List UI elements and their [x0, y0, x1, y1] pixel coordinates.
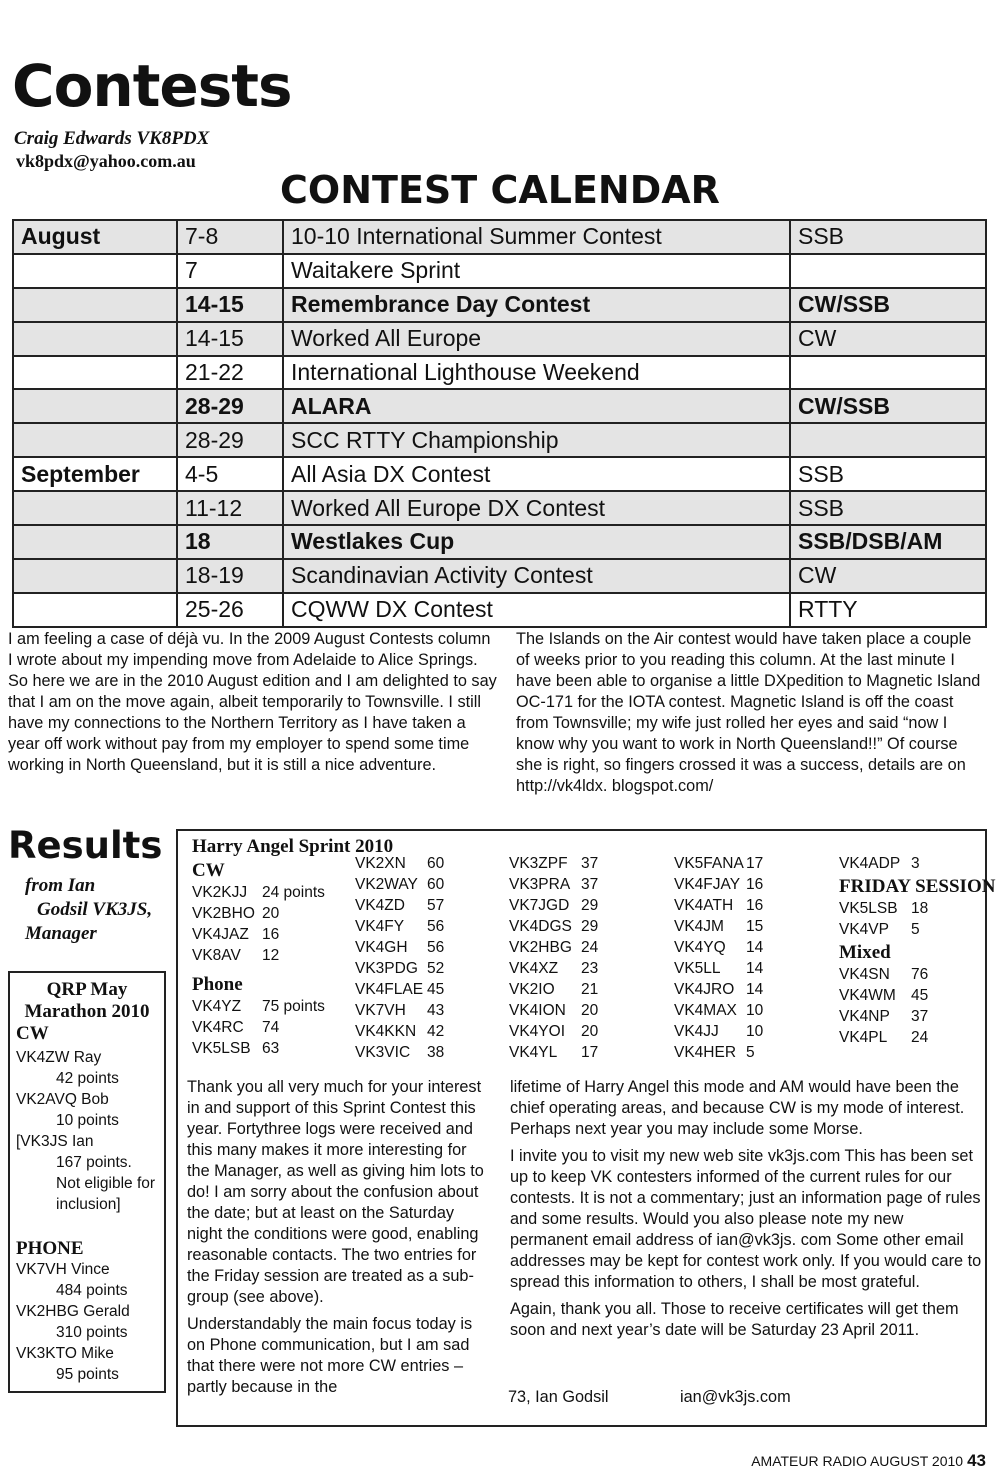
- result-entry: [509, 1002, 598, 1020]
- score: 20: [581, 1002, 599, 1019]
- score: 5: [911, 921, 920, 938]
- result-entry: [192, 1019, 279, 1037]
- result-entry: [839, 900, 928, 918]
- callsign: VK4JJ: [674, 1023, 719, 1040]
- score: 37: [581, 855, 599, 872]
- intro-text-right: The Islands on the Air contest would have taken place a couple of weeks prior to you reading this column. At the last minute I have been able to organise a little DXpedition to Magnetic Island OC-171 for the IOTA contest. Magnetic Island is off the coast from Townsville; my wife just rolled her eyes and said “now I know why you want to work in North Queensland!!” Of course she is right, so fingers crossed it was a success, details are on http://vk4ldx. blogspot.com/: [516, 630, 981, 795]
- callsign: VK7JGD: [509, 897, 570, 914]
- score: 45: [911, 987, 929, 1004]
- score: 3: [911, 855, 920, 872]
- callsign: VK2HBG: [509, 939, 572, 956]
- calendar-name-cell: ALARA: [283, 389, 790, 423]
- callsign: VK3PRA: [509, 876, 571, 893]
- calendar-mode-cell: RTTY: [790, 593, 986, 627]
- result-entry: [839, 987, 928, 1005]
- qrp-entry: VK3KTO Mike: [16, 1345, 114, 1362]
- score: 45: [427, 981, 445, 998]
- calendar-row: [13, 356, 986, 390]
- calendar-mode-cell: SSB/DSB/AM: [790, 525, 986, 559]
- results-heading: Results: [8, 824, 163, 867]
- calendar-month-cell: [13, 254, 177, 288]
- callsign: VK4ATH: [674, 897, 734, 914]
- qrp-cw-label: CW: [16, 1023, 49, 1044]
- qrp-entry: 310 points: [56, 1324, 128, 1341]
- callsign: VK4YQ: [674, 939, 726, 956]
- calendar-name-cell: International Lighthouse Weekend: [283, 356, 790, 390]
- calendar-month-cell: [13, 288, 177, 322]
- callsign: VK2XN: [355, 855, 406, 872]
- callsign: VK4HER: [674, 1044, 737, 1061]
- calendar-row: [13, 423, 986, 457]
- score: 24 points: [262, 884, 325, 901]
- calendar-name-cell: Westlakes Cup: [283, 525, 790, 559]
- callsign: VK4ADP: [839, 855, 901, 872]
- calendar-row: [13, 288, 986, 322]
- score: 10: [746, 1023, 764, 1040]
- result-entry: [509, 855, 598, 873]
- magazine-name: AMATEUR RADIO AUGUST 2010: [751, 1453, 964, 1469]
- calendar-name-cell: Remembrance Day Contest: [283, 288, 790, 322]
- calendar-month-cell: August: [13, 220, 177, 254]
- qrp-entry: 167 points.: [56, 1154, 132, 1171]
- result-entry: [192, 998, 325, 1016]
- score: 52: [427, 960, 445, 977]
- signature-email: ian@vk3js.com: [680, 1388, 791, 1406]
- callsign: VK4FLAE: [355, 981, 424, 998]
- callsign: VK4ZD: [355, 897, 405, 914]
- byline-line: Manager: [25, 923, 97, 944]
- callsign: VK4PL: [839, 1029, 888, 1046]
- callsign: VK3ZPF: [509, 855, 568, 872]
- calendar-dates-cell: 25-26: [177, 593, 283, 627]
- result-entry: [839, 921, 920, 939]
- calendar-row: [13, 457, 986, 491]
- result-entry: [509, 960, 598, 978]
- callsign: VK8AV: [192, 947, 241, 964]
- score: 14: [746, 981, 764, 998]
- score: 56: [427, 918, 445, 935]
- qrp-entry: VK4ZW Ray: [16, 1049, 102, 1066]
- harry-mixed-label: Mixed: [839, 942, 891, 963]
- qrp-title-line: Marathon 2010: [24, 1001, 150, 1022]
- score: 16: [262, 926, 280, 943]
- result-entry: [509, 918, 598, 936]
- result-entry: [674, 918, 763, 936]
- result-entry: [839, 855, 920, 873]
- result-entry: [355, 981, 444, 999]
- calendar-dates-cell: 4-5: [177, 457, 283, 491]
- qrp-entry: [VK3JS Ian: [16, 1133, 94, 1150]
- callsign: VK4YOI: [509, 1023, 565, 1040]
- author-email: vk8pdx@yahoo.com.au: [16, 151, 196, 171]
- calendar-name-cell: 10-10 International Summer Contest: [283, 220, 790, 254]
- paragraph: Again, thank you all. Those to receive certificates will get them soon and next year’s date will be Saturday 23 April 2011.: [510, 1300, 959, 1339]
- calendar-dates-cell: 21-22: [177, 356, 283, 390]
- callsign: VK4YL: [509, 1044, 558, 1061]
- result-entry: [839, 1008, 928, 1026]
- score: 12: [262, 947, 280, 964]
- result-entry: [355, 1023, 444, 1041]
- callsign: VK4VP: [839, 921, 889, 938]
- result-entry: [355, 855, 444, 873]
- callsign: VK4JRO: [674, 981, 735, 998]
- result-entry: [509, 1023, 598, 1041]
- harry-angel-box: [176, 829, 996, 1427]
- harry-title: Harry Angel Sprint 2010: [192, 836, 394, 857]
- qrp-entry: Not eligible for: [56, 1175, 156, 1192]
- score: 24: [911, 1029, 929, 1046]
- score: 37: [911, 1008, 929, 1025]
- calendar-dates-cell: 14-15: [177, 288, 283, 322]
- result-entry: [355, 960, 444, 978]
- callsign: VK4SN: [839, 966, 890, 983]
- score: 16: [746, 897, 764, 914]
- result-entry: [674, 897, 763, 915]
- calendar-mode-cell: [790, 423, 986, 457]
- score: 60: [427, 855, 445, 872]
- callsign: VK4GH: [355, 939, 408, 956]
- calendar-month-cell: [13, 322, 177, 356]
- calendar-mode-cell: CW: [790, 322, 986, 356]
- byline-line: Godsil VK3JS,: [37, 899, 153, 920]
- qrp-entry: VK7VH Vince: [16, 1261, 110, 1278]
- result-entry: [839, 1029, 928, 1047]
- calendar-dates-cell: 28-29: [177, 389, 283, 423]
- result-entry: [355, 897, 444, 915]
- score: 37: [581, 876, 599, 893]
- results-byline: [25, 874, 152, 946]
- score: 43: [427, 1002, 445, 1019]
- callsign: VK4WM: [839, 987, 896, 1004]
- callsign: VK4RC: [192, 1019, 244, 1036]
- score: 57: [427, 897, 445, 914]
- callsign: VK2KJJ: [192, 884, 248, 901]
- score: 76: [911, 966, 929, 983]
- callsign: VK4FJAY: [674, 876, 741, 893]
- result-entry: [674, 855, 763, 873]
- result-entry: [839, 966, 928, 984]
- calendar-dates-cell: 14-15: [177, 322, 283, 356]
- calendar-month-cell: [13, 389, 177, 423]
- score: 23: [581, 960, 599, 977]
- calendar-mode-cell: CW/SSB: [790, 288, 986, 322]
- callsign: VK7VH: [355, 1002, 406, 1019]
- score: 18: [911, 900, 929, 917]
- result-entry: [674, 981, 763, 999]
- score: 56: [427, 939, 445, 956]
- result-entry: [674, 1002, 763, 1020]
- qrp-entry: VK2AVQ Bob: [16, 1091, 109, 1108]
- callsign: VK4XZ: [509, 960, 559, 977]
- callsign: VK4KKN: [355, 1023, 417, 1040]
- qrp-title: [10, 979, 164, 1023]
- paragraph: lifetime of Harry Angel this mode and AM would have been the chief operating areas, and because CW is my mode of interest. Perhaps next year you may include some Morse.: [510, 1078, 965, 1138]
- calendar-name-cell: All Asia DX Contest: [283, 457, 790, 491]
- score: 10: [746, 1002, 764, 1019]
- calendar-mode-cell: [790, 356, 986, 390]
- callsign: VK2WAY: [355, 876, 418, 893]
- harry-text-left: [187, 1077, 487, 1404]
- harry-friday-label: FRIDAY SESSION: [839, 876, 996, 897]
- intro-text-left: I am feeling a case of déjà vu. In the 2009 August Contests column I wrote about my impending move from Adelaide to Alice Springs. So here we are in the 2010 August edition and I am delighted to say that I am on the move again, albeit temporarily to Townsville. I still have my connections to the Northern Territory as I have taken a year off work without pay from my employer to spend some time working in North Queensland, but it is still a nice adventure.: [8, 630, 497, 774]
- calendar-mode-cell: CW: [790, 559, 986, 593]
- result-entry: [509, 939, 598, 957]
- calendar-row: [13, 593, 986, 627]
- callsign: VK4ION: [509, 1002, 566, 1019]
- score: 17: [581, 1044, 599, 1061]
- calendar-month-cell: September: [13, 457, 177, 491]
- calendar-dates-cell: 11-12: [177, 491, 283, 525]
- calendar-mode-cell: SSB: [790, 491, 986, 525]
- result-entry: [355, 939, 444, 957]
- calendar-row: [13, 525, 986, 559]
- qrp-phone-label: PHONE: [16, 1238, 84, 1259]
- result-entry: [355, 918, 444, 936]
- paragraph: Understandably the main focus today is on Phone communication, but I am sad that there were not more CW entries – partly because in the: [187, 1315, 473, 1396]
- paragraph: I invite you to visit my new web site vk3js.com This has been set up to keep VK contesters informed of the current rules for our contests. It is not a commentary; just an information page of rules and some results. Would you also please note my new permanent email address of ian@vk3js. com Some other email addresses may be kept for contest work only. If you would care to spread this information to others, I shall be most grateful.: [510, 1147, 982, 1291]
- score: 21: [581, 981, 599, 998]
- result-entry: [509, 876, 598, 894]
- result-entry: [355, 1002, 444, 1020]
- score: 24: [581, 939, 599, 956]
- calendar-month-cell: [13, 356, 177, 390]
- callsign: VK4YZ: [192, 998, 242, 1015]
- callsign: VK5FANA: [674, 855, 744, 872]
- harry-text-right: [510, 1077, 982, 1347]
- calendar-row: [13, 559, 986, 593]
- page-footer: [751, 1451, 986, 1471]
- calendar-name-cell: SCC RTTY Championship: [283, 423, 790, 457]
- result-entry: [355, 876, 444, 894]
- result-entry: [192, 884, 325, 902]
- paragraph: Thank you all very much for your interest in and support of this Sprint Contest this year. Fortythree logs were received and this many makes it more interesting for the Manager, as well as giving him lots to do! I am sorry about the confusion about the date; but at least on the Saturday night the conditions were good, enabling reasonable contacts. The two entries for the Friday session are treated as a sub-group (see above).: [187, 1078, 484, 1306]
- callsign: VK5LSB: [192, 1040, 251, 1057]
- score: 16: [746, 876, 764, 893]
- result-entry: [674, 960, 763, 978]
- page-title: Contests: [12, 52, 292, 120]
- calendar-month-cell: [13, 525, 177, 559]
- calendar-row: [13, 389, 986, 423]
- signature-name: 73, Ian Godsil: [508, 1388, 609, 1406]
- qrp-entry: 42 points: [56, 1070, 119, 1087]
- calendar-mode-cell: SSB: [790, 220, 986, 254]
- score: 42: [427, 1023, 445, 1040]
- callsign: VK4JM: [674, 918, 724, 935]
- result-entry: [674, 1023, 763, 1041]
- calendar-dates-cell: 7-8: [177, 220, 283, 254]
- author-name: Craig Edwards VK8PDX: [14, 128, 210, 149]
- callsign: VK4JAZ: [192, 926, 249, 943]
- calendar-mode-cell: SSB: [790, 457, 986, 491]
- page-number: 43: [967, 1451, 986, 1470]
- score: 20: [581, 1023, 599, 1040]
- calendar-name-cell: Worked All Europe DX Contest: [283, 491, 790, 525]
- calendar-month-cell: [13, 423, 177, 457]
- qrp-entry: VK2HBG Gerald: [16, 1303, 130, 1320]
- calendar-name-cell: CQWW DX Contest: [283, 593, 790, 627]
- result-entry: [355, 1044, 444, 1062]
- callsign: VK3VIC: [355, 1044, 411, 1061]
- score: 75 points: [262, 998, 325, 1015]
- result-entry: [509, 1044, 598, 1062]
- calendar-dates-cell: 18: [177, 525, 283, 559]
- result-entry: [674, 939, 763, 957]
- qrp-entry: 10 points: [56, 1112, 119, 1129]
- calendar-mode-cell: CW/SSB: [790, 389, 986, 423]
- score: 74: [262, 1019, 280, 1036]
- callsign: VK4FY: [355, 918, 405, 935]
- calendar-name-cell: Scandinavian Activity Contest: [283, 559, 790, 593]
- calendar-title: CONTEST CALENDAR: [280, 168, 720, 212]
- harry-phone-label: Phone: [192, 974, 243, 995]
- score: 17: [746, 855, 764, 872]
- result-entry: [674, 1044, 755, 1062]
- calendar-dates-cell: 18-19: [177, 559, 283, 593]
- score: 60: [427, 876, 445, 893]
- calendar-row: [13, 491, 986, 525]
- score: 63: [262, 1040, 280, 1057]
- callsign: VK2BHO: [192, 905, 255, 922]
- score: 15: [746, 918, 764, 935]
- callsign: VK4DGS: [509, 918, 572, 935]
- score: 29: [581, 918, 599, 935]
- qrp-entry: 95 points: [56, 1366, 119, 1383]
- result-entry: [509, 897, 598, 915]
- callsign: VK4NP: [839, 1008, 890, 1025]
- result-entry: [509, 981, 598, 999]
- score: 38: [427, 1044, 445, 1061]
- score: 20: [262, 905, 280, 922]
- qrp-entry: inclusion]: [56, 1196, 121, 1213]
- contest-calendar-table: [12, 219, 987, 628]
- qrp-marathon-box: [8, 971, 166, 1393]
- callsign: VK2IO: [509, 981, 555, 998]
- score: 14: [746, 960, 764, 977]
- calendar-row: [13, 220, 986, 254]
- calendar-month-cell: [13, 559, 177, 593]
- calendar-row: [13, 254, 986, 288]
- result-entry: [192, 926, 279, 944]
- score: 5: [746, 1044, 755, 1061]
- calendar-name-cell: Waitakere Sprint: [283, 254, 790, 288]
- result-entry: [674, 876, 763, 894]
- result-entry: [192, 905, 279, 923]
- calendar-mode-cell: [790, 254, 986, 288]
- calendar-dates-cell: 7: [177, 254, 283, 288]
- callsign: VK4MAX: [674, 1002, 737, 1019]
- calendar-row: [13, 322, 986, 356]
- callsign: VK5LSB: [839, 900, 898, 917]
- callsign: VK3PDG: [355, 960, 418, 977]
- calendar-month-cell: [13, 593, 177, 627]
- qrp-entry: 484 points: [56, 1282, 128, 1299]
- result-entry: [192, 947, 279, 965]
- result-entry: [192, 1040, 279, 1058]
- qrp-title-line: QRP May: [46, 979, 128, 1000]
- score: 29: [581, 897, 599, 914]
- callsign: VK5LL: [674, 960, 721, 977]
- harry-cw-label: CW: [192, 860, 225, 881]
- calendar-name-cell: Worked All Europe: [283, 322, 790, 356]
- calendar-month-cell: [13, 491, 177, 525]
- byline-line: from Ian: [25, 875, 96, 896]
- calendar-dates-cell: 28-29: [177, 423, 283, 457]
- score: 14: [746, 939, 764, 956]
